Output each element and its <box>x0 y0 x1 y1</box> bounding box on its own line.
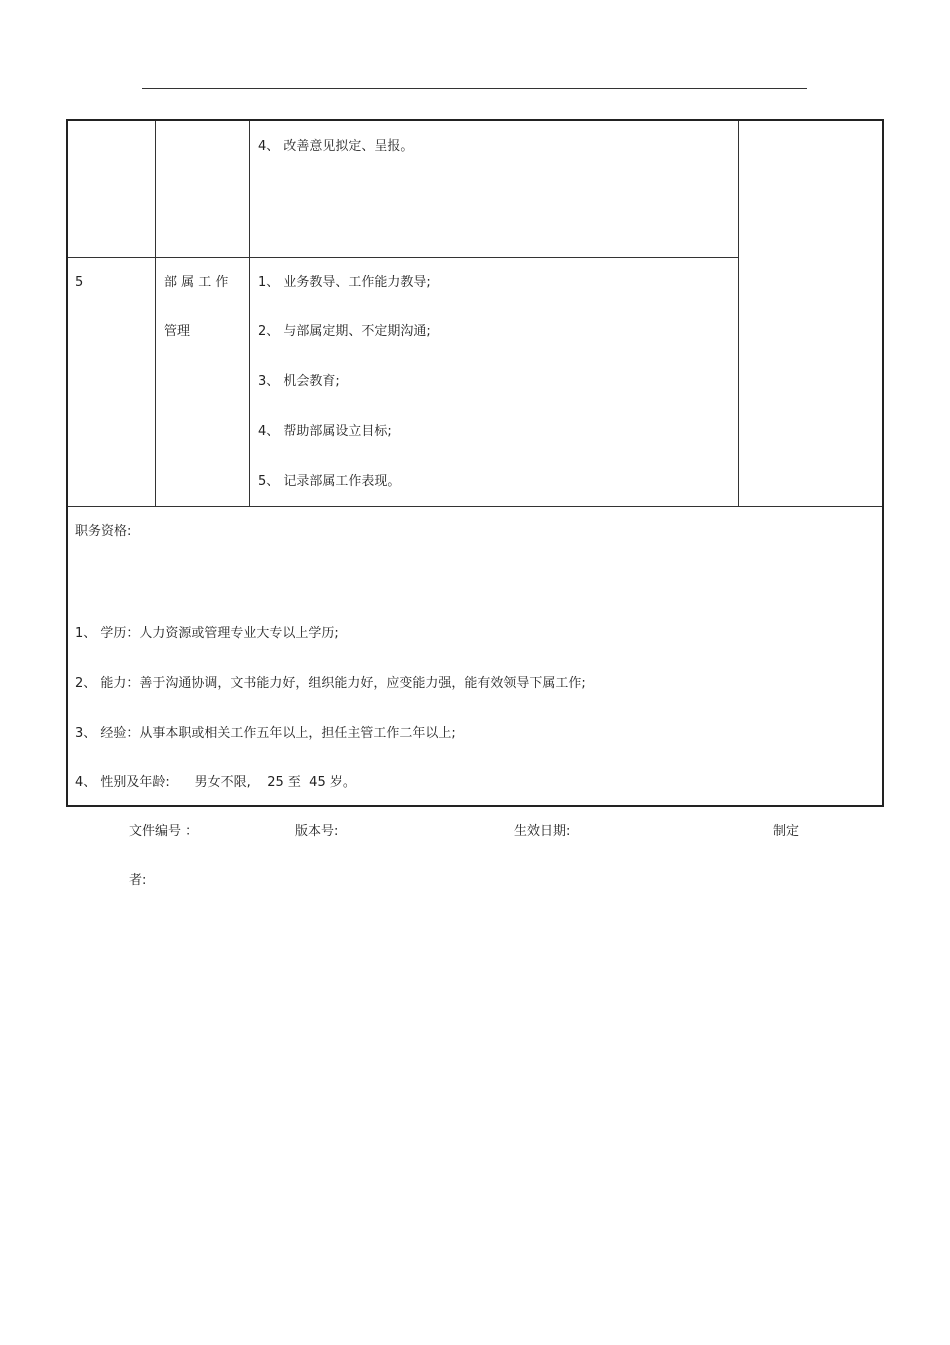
footer-file-number: 文件编号 ： <box>129 824 199 839</box>
qualification-item: 4、 性别及年龄: 男女不限, 25 至 45 岁。 <box>75 775 356 790</box>
row-divider-qualifications <box>68 506 882 507</box>
row-title-line1: 部 属 工 作 <box>164 275 229 290</box>
duty-item: 4、 帮助部属设立目标; <box>258 424 392 439</box>
duty-item: 2、 与部属定期、不定期沟通; <box>258 324 431 339</box>
footer-maker: 制定 <box>773 824 800 839</box>
footer-effective-date: 生效日期: <box>514 824 571 839</box>
row-title-line2: 管理 <box>164 324 191 339</box>
col-divider-2 <box>249 121 250 506</box>
col-divider-3 <box>738 121 739 506</box>
duty-item: 4、 改善意见拟定、呈报。 <box>258 139 414 154</box>
footer-version: 版本号: <box>295 824 339 839</box>
duty-item: 1、 业务教导、工作能力教导; <box>258 275 431 290</box>
duty-item: 3、 机会教育; <box>258 374 340 389</box>
job-description-table <box>66 119 884 807</box>
qualification-item: 2、 能力：善于沟通协调，文书能力好，组织能力好，应变能力强，能有效领导下属工作; <box>75 676 586 691</box>
header-rule <box>142 88 807 89</box>
footer-maker-cont: 者: <box>129 873 147 888</box>
qualifications-heading: 职务资格: <box>75 524 132 539</box>
duty-item: 5、 记录部属工作表现。 <box>258 474 401 489</box>
qualification-item: 3、 经验：从事本职或相关工作五年以上，担任主管工作二年以上; <box>75 726 456 741</box>
col-divider-1 <box>155 121 156 506</box>
row-number: 5 <box>75 275 84 290</box>
row-divider-prev <box>68 257 739 258</box>
qualification-item: 1、 学历：人力资源或管理专业大专以上学历; <box>75 626 339 641</box>
